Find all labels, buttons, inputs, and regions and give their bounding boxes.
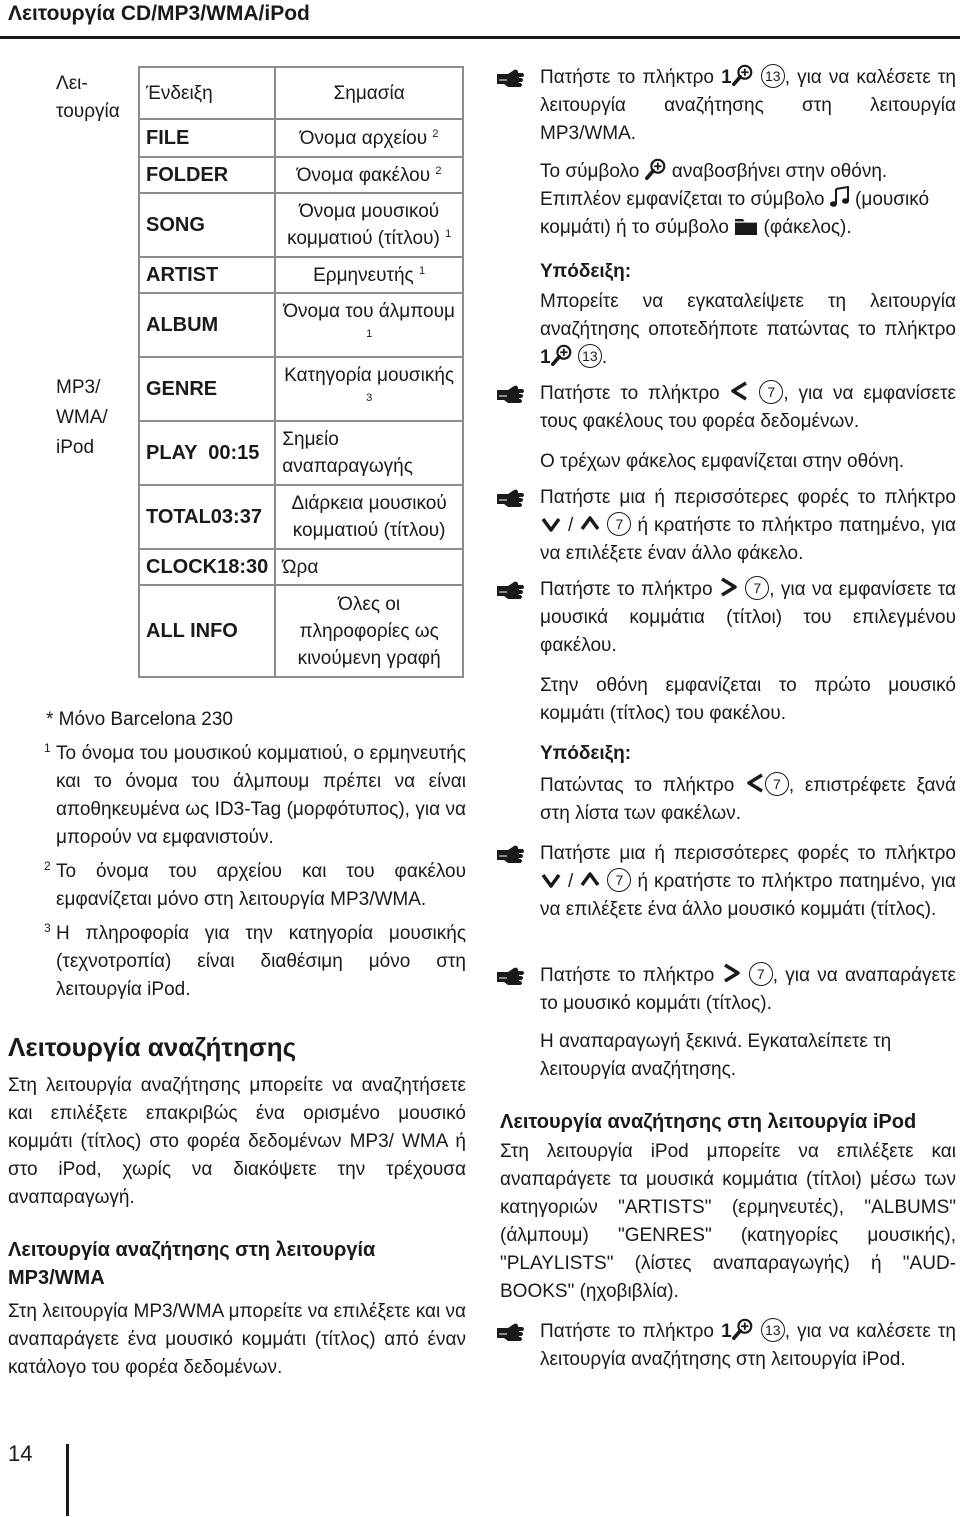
pointing-hand-icon [496,580,524,602]
footnote-number: 3 [44,921,51,935]
pointing-hand-icon [496,1322,524,1344]
folder-icon [734,216,758,236]
step-play-track: Πατήστε το πλήκτρο 7 , για να αναπαράγετε το μουσικό κομμάτι (τίτλος). [540,962,956,1018]
ipod-search-text: Στη λειτουργία iPod μπορείτε να επιλέξετε και αναπαράγετε τα μουσικά κομμάτια (τίτλοι) μέσω των κατηγοριών "ARTISTS" (ερμηνευτές), "ALBUMS" (άλμπουμ) "GENRES" (κατηγορίες μουσικής), "PLAYLISTS" (λίστες αναπαραγωγής) ή "AUD-BOOKS" (ηχοβιβλία). [500,1141,956,1302]
table-head-function: Λει- τουργία [56,73,120,122]
display-table [138,66,464,678]
hint-label: Υπόδειξη: [540,743,632,764]
down-arrow-icon [540,870,562,890]
hint-exit-search: Μπορείτε να εγκαταλείψετε τη λειτουργία αναζήτησης οποτεδήποτε πατώντας το πλήκτρο 1 13 . [540,291,956,368]
step-select-folder: Πατήστε μια ή περισσότερες φορές το πλήκτρο / 7 ή κρατήστε το πλήκτρο πατημένο, για να επιλέξετε έναν άλλο φάκελο. [540,484,956,568]
table-function-cell: MP3/ WMA/ iPod [56,377,108,458]
row-code: ALL INFO [139,585,275,677]
row-meaning: Ώρα [275,549,463,585]
row-code: ARTIST [139,257,275,293]
search-icon [645,158,667,180]
row-meaning: Όλες οι πληροφορίες ως κινούμενη γραφή [275,585,463,677]
table-row [139,485,463,549]
step-select-track: Πατήστε μια ή περισσότερες φορές το πλήκτρο / 7 ή κρατήστε το πλήκτρο πατημένο, για να επιλέξετε ένα άλλο μουσικό κομμάτι (τίτλος). [540,840,956,924]
left-arrow-icon [729,380,749,402]
left-arrow-icon [745,772,765,794]
table-header-row [139,67,463,119]
table-row [139,357,463,421]
row-code: FILE [139,119,275,157]
search-icon [732,64,754,86]
footnote-text: Η πληροφορία για την κατηγορία μουσικής (τεχνοτροπία) είναι διαθέσιμη μόνο στη λειτουργία iPod. [56,923,466,1000]
row-meaning: Διάρκεια μουσικού κομματιού (τίτλου) [275,485,463,549]
up-arrow-icon [579,514,601,534]
pointing-hand-icon [496,966,524,988]
row-code: CLOCK18:30 [139,549,275,585]
right-arrow-icon [722,962,742,984]
row-meaning: Όνομα μουσικού κομματιού (τίτλου) $^1$ [275,193,463,257]
mp3-search-text: Στη λειτουργία MP3/WMA μπορείτε να επιλέξετε και να αναπαράγετε ένα μουσικό κομμάτι (τίτλος) από έναν κατάλογο του φορέα δεδομένων. [8,1301,466,1378]
table-row [139,293,463,357]
table-row [139,257,463,293]
table-head-meaning: Σημασία [275,67,463,119]
search-icon [551,344,573,366]
hint-label: Υπόδειξη: [540,261,632,282]
table-row [139,157,463,193]
table-row [139,421,463,485]
page-header-title: Λειτουργία CD/MP3/WMA/iPod [8,2,310,25]
footnote-number: 2 [44,859,51,873]
step-show-folders-result: Ο τρέχων φάκελος εμφανίζεται στην οθόνη. [540,451,905,472]
key-number-7: 7 [607,512,631,536]
step-show-tracks-result: Στην οθόνη εμφανίζεται το πρώτο μουσικό κομμάτι (τίτλος) του φακέλου. [540,675,956,724]
key-number-7: 7 [759,380,783,404]
row-meaning: Όνομα φακέλου $^2$ [275,157,463,193]
header-divider [0,36,960,39]
footnote-1 [44,740,466,852]
pointing-hand-icon [496,844,524,866]
row-code: ALBUM [139,293,275,357]
row-meaning: Κατηγορία μουσικής $^3$ [275,357,463,421]
row-code: PLAY 00:15 [139,421,275,485]
step-open-ipod-search: Πατήστε το πλήκτρο 1 13 , για να καλέσετε τη λειτουργία αναζήτησης στη λειτουργία iPod. [540,1318,956,1374]
key-number-13: 13 [761,64,785,88]
key-number-7: 7 [745,576,769,600]
row-meaning: Όνομα του άλμπουμ $^1$ [275,293,463,357]
table-row [139,549,463,585]
row-meaning: Όνομα αρχείου $^2$ [275,119,463,157]
pointing-hand-icon [496,488,524,510]
table-row [139,119,463,157]
step-play-track-result: Η αναπαραγωγή ξεκινά. Εγκαταλείπετε τη λειτουργία αναζήτησης. [540,1031,892,1080]
search-icon [732,1318,754,1340]
down-arrow-icon [540,514,562,534]
right-arrow-icon [719,576,739,598]
page-number: 14 [8,1441,33,1466]
music-note-icon [830,186,850,208]
footnote-3 [44,920,466,1004]
footnote-text: Το όνομα του αρχείου και του φακέλου εμφανίζεται μόνο στη λειτουργία MP3/WMA. [56,861,466,910]
table-row [139,585,463,677]
footnote-number: 1 [44,741,51,755]
row-meaning: Σημείο αναπαραγωγής [275,421,463,485]
key-number-13: 13 [578,344,602,368]
row-code: SONG [139,193,275,257]
ipod-search-heading: Λειτουργία αναζήτησης στη λειτουργία iPod [500,1111,917,1133]
step-show-folders: Πατήστε το πλήκτρο 7 , για να εμφανίσετε τους φακέλους του φορέα δεδομένων. [540,380,956,436]
key-number-7: 7 [765,772,789,796]
row-code: TOTAL03:37 [139,485,275,549]
search-intro: Στη λειτουργία αναζήτησης μπορείτε να αναζητήσετε και επιλέξετε επακριβώς ένα ορισμένο μουσικό κομμάτι (τίτλος) στο φορέα δεδομένων MP3/ WMA ή στο iPod, χωρίς να διακόψετε την τρέχουσα αναπαραγωγή. [8,1075,466,1208]
step-open-search-result: Το σύμβολο αναβοσβήνει στην οθόνη. Επιπλέον εμφανίζεται το σύμβολο (μουσικό κομμάτι) ή το σύμβολο (φάκελος). [540,158,956,242]
row-meaning: Ερμηνευτής $^1$ [275,257,463,293]
key-number-7: 7 [607,868,631,892]
table-head-display: Ένδειξη [139,67,275,119]
row-code: FOLDER [139,157,275,193]
model-note: * Μόνο Barcelona 230 [46,709,233,730]
row-code: GENRE [139,357,275,421]
search-mode-heading: Λειτουργία αναζήτησης [8,1032,297,1062]
key-number-7: 7 [749,962,773,986]
table-row [139,193,463,257]
pointing-hand-icon [496,384,524,406]
footnote-text: Το όνομα του μουσικού κομματιού, ο ερμηνευτής και το όνομα του άλμπουμ πρέπει να είναι αποθηκευμένα ως ID3-Tag (μορφότυπος), για να μπορούν να εμφανιστούν. [56,743,466,848]
footer-divider [66,1444,69,1516]
pointing-hand-icon [496,68,524,90]
hint-back-to-folders: Πατώντας το πλήκτρο 7 , επιστρέφετε ξανά στη λίστα των φακέλων. [540,772,956,828]
key-number-13: 13 [761,1318,785,1342]
up-arrow-icon [579,870,601,890]
step-show-tracks: Πατήστε το πλήκτρο 7 , για να εμφανίσετε τα μουσικά κομμάτια (τίτλοι) του επιλεγμένου φακέλου. [540,576,956,660]
mp3-search-heading: Λειτουργία αναζήτησης στη λειτουργία MP3/WMA [8,1239,376,1289]
footnote-2 [44,858,466,914]
step-open-search: Πατήστε το πλήκτρο 1 13 , για να καλέσετε τη λειτουργία αναζήτησης στη λειτουργία MP3/WMA. [540,64,956,148]
